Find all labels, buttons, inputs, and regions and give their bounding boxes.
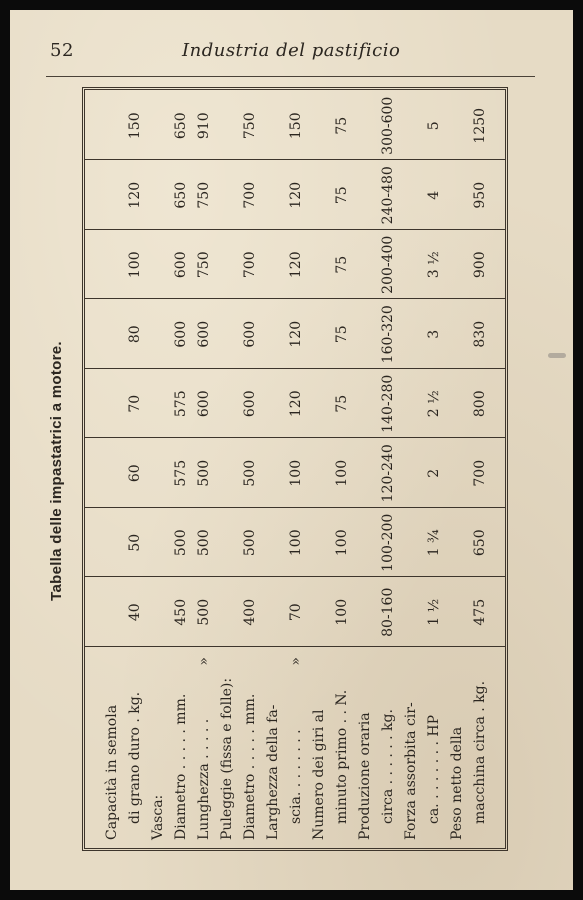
table-row [400, 90, 422, 848]
row-label: Diametro . . . . . mm. [173, 693, 189, 840]
table-cell: 750 [196, 251, 212, 279]
table-row [354, 90, 376, 848]
table-cell: 240-480 [380, 166, 396, 225]
table-row [147, 90, 169, 848]
table-cell: 100 [334, 529, 350, 557]
page-number: 52 [50, 40, 74, 61]
table-cell: 100 [288, 529, 304, 557]
running-header [10, 40, 573, 70]
table-cell: 800 [472, 390, 488, 418]
table-row [331, 90, 353, 848]
table-title: Tabella delle impastatrici a motore. [48, 341, 65, 601]
table-cell: 650 [173, 181, 189, 209]
table-cell: 160-320 [380, 305, 396, 364]
row-label: Vasca: [150, 794, 166, 840]
row-label: minuto primo . . N. [334, 689, 350, 824]
table-cell: 600 [242, 320, 258, 348]
table-cell: 650 [173, 112, 189, 140]
table-cell: 500 [242, 459, 258, 487]
table-cell: 600 [173, 251, 189, 279]
table-cell: 75 [334, 394, 350, 413]
table-cell: 40 [127, 603, 143, 622]
table-cell: 500 [196, 598, 212, 626]
table-cell: 120-240 [380, 444, 396, 503]
table-cell: 475 [472, 598, 488, 626]
table-cell: 100 [288, 459, 304, 487]
table-cell: 4 [426, 190, 442, 200]
table-row [193, 90, 215, 848]
table-row [239, 90, 261, 848]
table-cell: 75 [334, 116, 350, 135]
table-row [101, 90, 123, 848]
table-row [124, 90, 146, 848]
row-label: ca. . . . . . . . HP [426, 714, 442, 824]
table-cell: 80 [127, 325, 143, 344]
running-title: Industria del pastificio [182, 40, 401, 61]
row-label: Puleggie (fissa e folle): [219, 677, 235, 840]
table-row [469, 90, 491, 848]
table-cell: 600 [173, 320, 189, 348]
row-label: di grano duro . kg. [127, 691, 143, 824]
paper-stain [548, 353, 566, 358]
table-cell: 200-400 [380, 235, 396, 294]
table-cell: 650 [472, 529, 488, 557]
table-cell: 100 [127, 251, 143, 279]
table-cell: 120 [288, 320, 304, 348]
table-row [285, 90, 307, 848]
table-cell: 70 [127, 394, 143, 413]
table-cell: 150 [288, 112, 304, 140]
table-cell: 700 [242, 181, 258, 209]
table-cell: 500 [196, 459, 212, 487]
machine-spec-table [82, 87, 508, 851]
table-cell: 120 [288, 181, 304, 209]
table-cell: 300-600 [380, 96, 396, 155]
ditto-mark: » [196, 657, 212, 666]
table-row [308, 90, 330, 848]
row-label: Produzione oraria [357, 712, 373, 840]
table-cell: 75 [334, 325, 350, 344]
table-cell: 3 ½ [426, 251, 442, 279]
table-cell: 5 [426, 121, 442, 131]
table-cell: 700 [242, 251, 258, 279]
table-cell: 80-160 [380, 587, 396, 637]
table-row [216, 90, 238, 848]
table-cell: 575 [173, 459, 189, 487]
table-cell: 950 [472, 181, 488, 209]
table-cell: 500 [242, 529, 258, 557]
table-cell: 700 [472, 459, 488, 487]
table-cell: 60 [127, 464, 143, 483]
table-cell: 600 [196, 390, 212, 418]
row-label: macchina circa . kg. [472, 680, 488, 824]
table-cell: 900 [472, 251, 488, 279]
row-label: Peso netto della [449, 726, 465, 840]
table-cell: 1250 [472, 107, 488, 144]
table-cell: 910 [196, 112, 212, 140]
table-cell: 75 [334, 255, 350, 274]
table-row [377, 90, 399, 848]
table-cell: 500 [173, 529, 189, 557]
table-cell: 2 ½ [426, 390, 442, 418]
header-rule [46, 76, 535, 77]
table-cell: 750 [196, 181, 212, 209]
table-cell: 150 [127, 112, 143, 140]
table-cell: 120 [288, 390, 304, 418]
table-cell: 750 [242, 112, 258, 140]
row-label: scia. . . . . . . . [288, 729, 304, 824]
rotated-table-block [46, 91, 526, 851]
table-cell: 600 [242, 390, 258, 418]
row-label: Lunghezza . . . . . [196, 718, 212, 840]
table-cell: 100-200 [380, 513, 396, 572]
table-cell: 500 [196, 529, 212, 557]
table-cell: 100 [334, 459, 350, 487]
table-row [446, 90, 468, 848]
row-label: Forza assorbita cir- [403, 702, 419, 840]
row-label: Diametro . . . . . mm. [242, 693, 258, 840]
row-label: circa . . . . . . kg. [380, 709, 396, 824]
table-cell: 100 [334, 598, 350, 626]
table-cell: 2 [426, 468, 442, 478]
table-cell: 120 [288, 251, 304, 279]
table-cell: 120 [127, 181, 143, 209]
table-cell: 830 [472, 320, 488, 348]
table-cell: 1 ¾ [426, 529, 442, 557]
table-cell: 1 ½ [426, 598, 442, 626]
table-cell: 600 [196, 320, 212, 348]
table-cell: 400 [242, 598, 258, 626]
table-cell: 75 [334, 186, 350, 205]
table-row [170, 90, 192, 848]
ditto-mark: » [288, 657, 304, 666]
table-cell: 50 [127, 533, 143, 552]
table-row [423, 90, 445, 848]
row-label: Capacità in semola [104, 704, 120, 840]
table-cell: 70 [288, 603, 304, 622]
table-cell: 575 [173, 390, 189, 418]
table-cell: 140-280 [380, 374, 396, 433]
table-row [262, 90, 284, 848]
table-cell: 3 [426, 329, 442, 339]
row-label: Larghezza della fa- [265, 704, 281, 840]
row-label: Numero dei giri al [311, 709, 327, 840]
table-cell: 450 [173, 598, 189, 626]
